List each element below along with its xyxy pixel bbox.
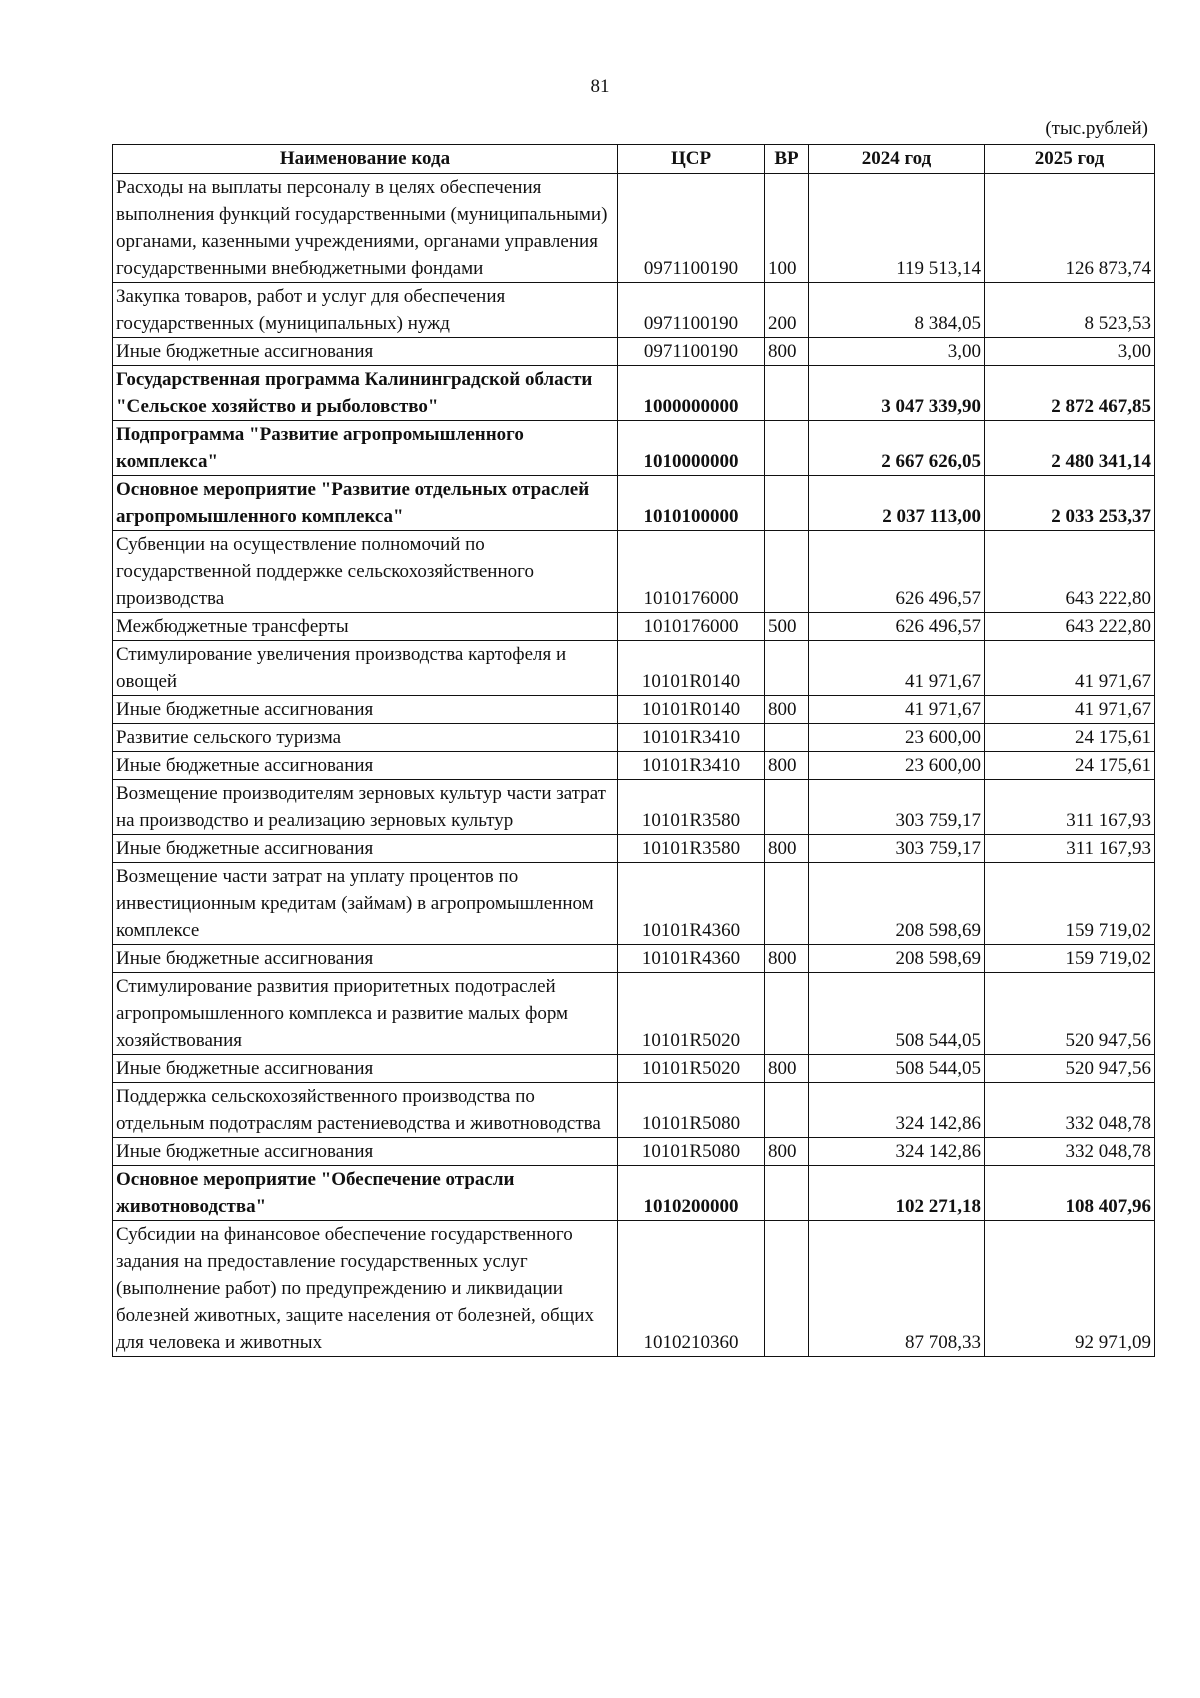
row-csr-cell: 1010000000	[618, 421, 765, 476]
row-csr-cell: 1010100000	[618, 476, 765, 531]
row-csr-cell: 0971100190	[618, 174, 765, 283]
row-2025-cell: 643 222,80	[985, 613, 1155, 641]
row-2024-cell: 626 496,57	[809, 531, 985, 613]
row-csr-cell: 1000000000	[618, 366, 765, 421]
row-name-cell: Иные бюджетные ассигнования	[113, 945, 618, 973]
row-csr-cell: 1010200000	[618, 1166, 765, 1221]
row-name-cell: Иные бюджетные ассигнования	[113, 752, 618, 780]
row-2024-cell: 508 544,05	[809, 973, 985, 1055]
row-2025-cell: 159 719,02	[985, 863, 1155, 945]
row-name-cell: Поддержка сельскохозяйственного производства по отдельным подотраслям растениеводства и животноводства	[113, 1083, 618, 1138]
row-vr-cell	[765, 1166, 809, 1221]
row-vr-cell	[765, 641, 809, 696]
row-name-cell: Закупка товаров, работ и услуг для обеспечения государственных (муниципальных) нужд	[113, 283, 618, 338]
row-name-cell: Расходы на выплаты персоналу в целях обеспечения выполнения функций государственными (муниципальными) органами, казенными учреждениями, органами управления государственными внебюджетными фондами	[113, 174, 618, 283]
table-row	[113, 752, 1155, 780]
row-2024-cell: 119 513,14	[809, 174, 985, 283]
header-csr: ЦСР	[618, 145, 765, 174]
row-vr-cell	[765, 863, 809, 945]
row-name-cell: Иные бюджетные ассигнования	[113, 835, 618, 863]
row-2024-cell: 303 759,17	[809, 835, 985, 863]
row-2024-cell: 303 759,17	[809, 780, 985, 835]
row-vr-cell: 100	[765, 174, 809, 283]
row-csr-cell: 10101R3410	[618, 752, 765, 780]
table-row	[113, 338, 1155, 366]
row-2024-cell: 324 142,86	[809, 1138, 985, 1166]
row-name-cell: Возмещение производителям зерновых культур части затрат на производство и реализацию зерновых культур	[113, 780, 618, 835]
row-name-cell: Иные бюджетные ассигнования	[113, 338, 618, 366]
row-name-cell: Государственная программа Калининградской области "Сельское хозяйство и рыболовство"	[113, 366, 618, 421]
row-vr-cell	[765, 531, 809, 613]
row-name-cell: Основное мероприятие "Обеспечение отрасли животноводства"	[113, 1166, 618, 1221]
row-2024-cell: 87 708,33	[809, 1221, 985, 1357]
table-row	[113, 174, 1155, 283]
table-body	[113, 174, 1155, 1357]
row-name-cell: Стимулирование увеличения производства картофеля и овощей	[113, 641, 618, 696]
table-row	[113, 366, 1155, 421]
row-vr-cell: 200	[765, 283, 809, 338]
row-vr-cell: 800	[765, 696, 809, 724]
table-row	[113, 641, 1155, 696]
row-2024-cell: 23 600,00	[809, 752, 985, 780]
row-name-cell: Основное мероприятие "Развитие отдельных отраслей агропромышленного комплекса"	[113, 476, 618, 531]
row-vr-cell	[765, 1221, 809, 1357]
row-name-cell: Иные бюджетные ассигнования	[113, 1138, 618, 1166]
row-vr-cell	[765, 780, 809, 835]
row-2025-cell: 126 873,74	[985, 174, 1155, 283]
row-2025-cell: 41 971,67	[985, 696, 1155, 724]
header-vr: ВР	[765, 145, 809, 174]
header-2024: 2024 год	[809, 145, 985, 174]
row-2025-cell: 2 480 341,14	[985, 421, 1155, 476]
row-name-cell: Возмещение части затрат на уплату процентов по инвестиционным кредитам (займам) в агропромышленном комплексе	[113, 863, 618, 945]
row-2025-cell: 332 048,78	[985, 1083, 1155, 1138]
row-2025-cell: 3,00	[985, 338, 1155, 366]
row-csr-cell: 0971100190	[618, 283, 765, 338]
row-csr-cell: 10101R3410	[618, 724, 765, 752]
row-vr-cell	[765, 366, 809, 421]
table-row	[113, 1083, 1155, 1138]
row-2025-cell: 2 033 253,37	[985, 476, 1155, 531]
row-csr-cell: 10101R5080	[618, 1083, 765, 1138]
table-row	[113, 863, 1155, 945]
row-vr-cell: 500	[765, 613, 809, 641]
row-2024-cell: 208 598,69	[809, 863, 985, 945]
row-2025-cell: 311 167,93	[985, 780, 1155, 835]
row-csr-cell: 10101R5020	[618, 973, 765, 1055]
row-vr-cell	[765, 724, 809, 752]
row-2024-cell: 3 047 339,90	[809, 366, 985, 421]
row-vr-cell: 800	[765, 835, 809, 863]
row-name-cell: Подпрограмма "Развитие агропромышленного комплекса"	[113, 421, 618, 476]
row-2025-cell: 159 719,02	[985, 945, 1155, 973]
row-name-cell: Межбюджетные трансферты	[113, 613, 618, 641]
row-2025-cell: 311 167,93	[985, 835, 1155, 863]
row-csr-cell: 1010176000	[618, 531, 765, 613]
row-name-cell: Иные бюджетные ассигнования	[113, 696, 618, 724]
row-csr-cell: 0971100190	[618, 338, 765, 366]
row-vr-cell: 800	[765, 752, 809, 780]
row-name-cell: Субсидии на финансовое обеспечение государственного задания на предоставление государственных услуг (выполнение работ) по предупреждению и ликвидации болезней животных, защите населения от болезней, общих для человека и животных	[113, 1221, 618, 1357]
row-vr-cell: 800	[765, 1055, 809, 1083]
row-2024-cell: 41 971,67	[809, 641, 985, 696]
page-number: 81	[590, 76, 610, 97]
table-row	[113, 531, 1155, 613]
table-row	[113, 1221, 1155, 1357]
table-header-row	[113, 145, 1155, 174]
unit-label: (тыс.рублей)	[1045, 118, 1148, 139]
row-2025-cell: 24 175,61	[985, 724, 1155, 752]
row-2024-cell: 23 600,00	[809, 724, 985, 752]
budget-table	[112, 144, 1155, 1357]
row-vr-cell	[765, 476, 809, 531]
row-2024-cell: 3,00	[809, 338, 985, 366]
row-vr-cell: 800	[765, 338, 809, 366]
table-row	[113, 476, 1155, 531]
header-2025: 2025 год	[985, 145, 1155, 174]
row-vr-cell	[765, 973, 809, 1055]
table-row	[113, 1055, 1155, 1083]
table-row	[113, 973, 1155, 1055]
row-2025-cell: 332 048,78	[985, 1138, 1155, 1166]
table-row	[113, 696, 1155, 724]
row-csr-cell: 10101R4360	[618, 863, 765, 945]
row-vr-cell: 800	[765, 945, 809, 973]
table-row	[113, 945, 1155, 973]
row-csr-cell: 10101R5080	[618, 1138, 765, 1166]
row-2025-cell: 24 175,61	[985, 752, 1155, 780]
row-2024-cell: 102 271,18	[809, 1166, 985, 1221]
row-2025-cell: 643 222,80	[985, 531, 1155, 613]
row-name-cell: Развитие сельского туризма	[113, 724, 618, 752]
table-row	[113, 421, 1155, 476]
table-row	[113, 1138, 1155, 1166]
table-row	[113, 780, 1155, 835]
row-name-cell: Иные бюджетные ассигнования	[113, 1055, 618, 1083]
row-csr-cell: 1010210360	[618, 1221, 765, 1357]
row-2024-cell: 508 544,05	[809, 1055, 985, 1083]
row-2024-cell: 41 971,67	[809, 696, 985, 724]
table-row	[113, 724, 1155, 752]
row-csr-cell: 10101R4360	[618, 945, 765, 973]
row-2024-cell: 208 598,69	[809, 945, 985, 973]
header-name: Наименование кода	[113, 145, 618, 174]
table-row	[113, 283, 1155, 338]
row-vr-cell	[765, 1083, 809, 1138]
row-2024-cell: 2 667 626,05	[809, 421, 985, 476]
table-row	[113, 1166, 1155, 1221]
row-2024-cell: 626 496,57	[809, 613, 985, 641]
row-2025-cell: 520 947,56	[985, 1055, 1155, 1083]
row-csr-cell: 10101R0140	[618, 641, 765, 696]
row-2024-cell: 2 037 113,00	[809, 476, 985, 531]
row-2025-cell: 41 971,67	[985, 641, 1155, 696]
table-row	[113, 613, 1155, 641]
row-2024-cell: 324 142,86	[809, 1083, 985, 1138]
row-2025-cell: 92 971,09	[985, 1221, 1155, 1357]
row-csr-cell: 10101R3580	[618, 835, 765, 863]
row-csr-cell: 10101R5020	[618, 1055, 765, 1083]
row-csr-cell: 10101R3580	[618, 780, 765, 835]
row-name-cell: Субвенции на осуществление полномочий по государственной поддержке сельскохозяйственного производства	[113, 531, 618, 613]
row-2025-cell: 520 947,56	[985, 973, 1155, 1055]
row-2025-cell: 8 523,53	[985, 283, 1155, 338]
row-name-cell: Стимулирование развития приоритетных подотраслей агропромышленного комплекса и развитие малых форм хозяйствования	[113, 973, 618, 1055]
row-vr-cell: 800	[765, 1138, 809, 1166]
table-row	[113, 835, 1155, 863]
row-vr-cell	[765, 421, 809, 476]
row-2024-cell: 8 384,05	[809, 283, 985, 338]
row-csr-cell: 1010176000	[618, 613, 765, 641]
row-csr-cell: 10101R0140	[618, 696, 765, 724]
row-2025-cell: 2 872 467,85	[985, 366, 1155, 421]
row-2025-cell: 108 407,96	[985, 1166, 1155, 1221]
